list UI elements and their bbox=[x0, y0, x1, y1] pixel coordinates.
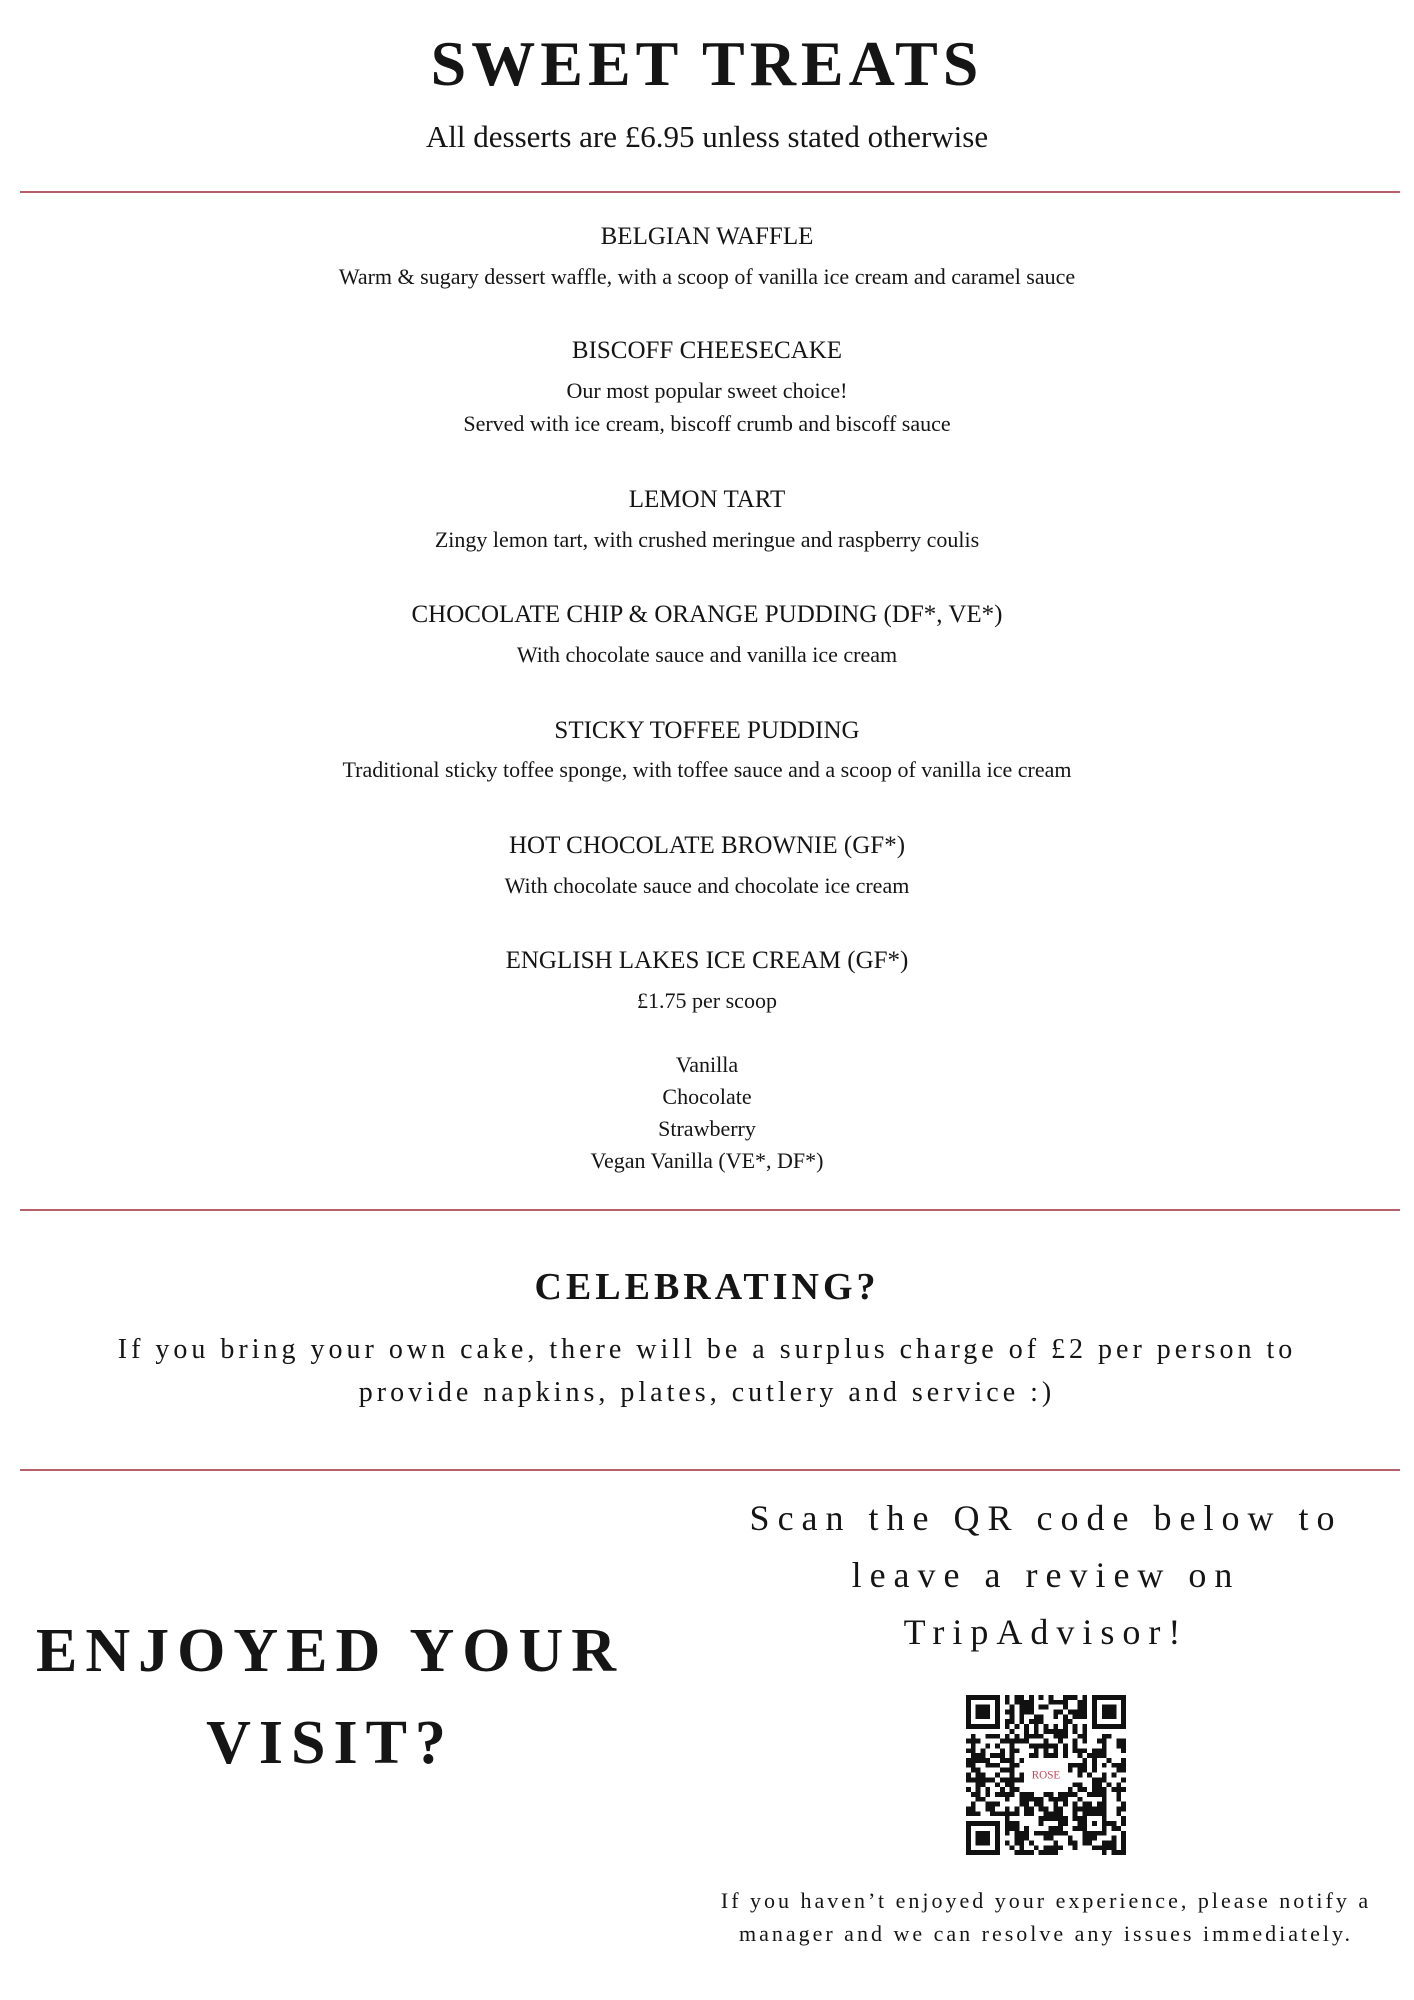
menu-item-description: Our most popular sweet choice! bbox=[566, 378, 848, 403]
menu-item-description: Zingy lemon tart, with crushed meringue and raspberry coulis bbox=[434, 527, 980, 552]
flavour-item: Vanilla bbox=[675, 1052, 739, 1077]
divider bbox=[20, 191, 1400, 193]
menu-item-name: BISCOFF CHEESECAKE bbox=[571, 337, 843, 364]
celebrating-text: If you bring your own cake, there will be a surplus charge of £2 per person to provide napkins, plates, cutlery and service :) bbox=[117, 1334, 1297, 1408]
enjoyed-visit-heading: ENJOYED YOUR VISIT? bbox=[35, 1617, 624, 1777]
qr-logo: ROSE bbox=[1031, 1769, 1061, 1782]
menu-item-name: STICKY TOFFEE PUDDING bbox=[554, 717, 860, 744]
qr-code bbox=[966, 1695, 1126, 1855]
ice-cream-price: £1.75 per scoop bbox=[637, 988, 777, 1013]
celebrating-heading: CELEBRATING? bbox=[534, 1266, 880, 1308]
menu-item-name: BELGIAN WAFFLE bbox=[600, 223, 814, 250]
menu-item-name: LEMON TART bbox=[628, 486, 786, 513]
menu-item-description: With chocolate sauce and vanilla ice cream bbox=[516, 642, 898, 667]
menu-item-description: Served with ice cream, biscoff crumb and biscoff sauce bbox=[463, 411, 951, 436]
flavour-item: Strawberry bbox=[658, 1116, 756, 1141]
review-prompt: Scan the QR code below to leave a review on TripAdvisor! bbox=[749, 1498, 1343, 1652]
divider bbox=[20, 1209, 1400, 1211]
manager-note: If you haven’t enjoyed your experience, please notify a manager and we can resolve any issues immediately. bbox=[720, 1888, 1372, 1946]
flavour-item: Vegan Vanilla (VE*, DF*) bbox=[590, 1148, 824, 1173]
menu-item-name: CHOCOLATE CHIP & ORANGE PUDDING (DF*, VE*) bbox=[411, 601, 1003, 628]
menu-item-description: Traditional sticky toffee sponge, with toffee sauce and a scoop of vanilla ice cream bbox=[342, 757, 1072, 782]
menu-item-name: HOT CHOCOLATE BROWNIE (GF*) bbox=[508, 832, 906, 859]
divider bbox=[20, 1469, 1400, 1471]
price-subtitle: All desserts are £6.95 unless stated otherwise bbox=[425, 119, 989, 154]
menu-item-description: Warm & sugary dessert waffle, with a scoop of vanilla ice cream and caramel sauce bbox=[338, 264, 1076, 289]
page-title: SWEET TREATS bbox=[430, 28, 984, 99]
menu-item-description: With chocolate sauce and chocolate ice cream bbox=[504, 873, 910, 898]
menu-item-name: ENGLISH LAKES ICE CREAM (GF*) bbox=[505, 947, 909, 974]
flavour-item: Chocolate bbox=[662, 1084, 752, 1109]
